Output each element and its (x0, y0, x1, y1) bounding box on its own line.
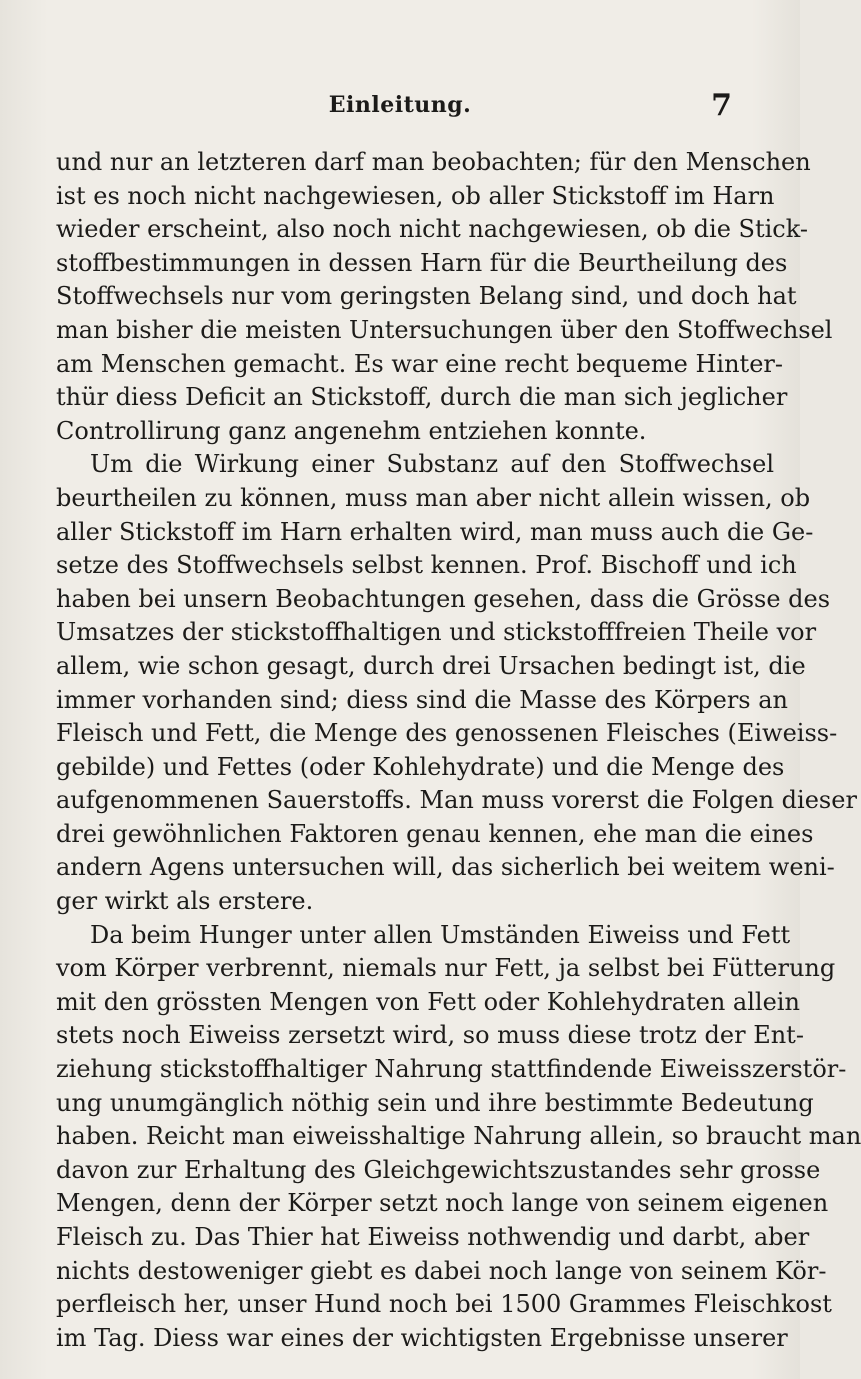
text-line: haben. Reicht man eiweisshaltige Nahrung allein, so braucht man (56, 1122, 861, 1151)
text-line: Umsatzes der stickstoffhaltigen und stickstofffreien Theile vor (56, 618, 817, 647)
text-line: stets noch Eiweiss zersetzt wird, so muss diese trotz der Ent- (56, 1021, 804, 1050)
text-line: wieder erscheint, also noch nicht nachgewiesen, ob die Stick- (56, 215, 808, 244)
text-line: Da beim Hunger unter allen Umständen Eiweiss und Fett (90, 920, 791, 949)
body-text (56, 146, 861, 1355)
text-line: mit den grössten Mengen von Fett oder Kohlehydraten allein (56, 987, 800, 1016)
text-line: aller Stickstoff im Harn erhalten wird, man muss auch die Ge- (56, 517, 814, 546)
text-line: setze des Stoffwechsels selbst kennen. Prof. Bischoff und ich (56, 551, 797, 580)
text-line: im Tag. Diess war eines der wichtigsten Ergebnisse unserer (56, 1323, 788, 1352)
chapter-title: Einleitung. (328, 92, 472, 118)
text-line: drei gewöhnlichen Faktoren genau kennen, ehe man die eines (56, 819, 814, 848)
text-line: Fleisch zu. Das Thier hat Eiweiss nothwendig und darbt, aber (56, 1223, 810, 1251)
text-line: Controllirung ganz angenehm entziehen konnte. (56, 416, 647, 445)
text-line: am Menschen gemacht. Es war eine recht bequeme Hinter- (56, 349, 783, 378)
text-line: ung unumgänglich nöthig sein und ihre bestimmte Bedeutung (56, 1088, 814, 1117)
text-line: allem, wie schon gesagt, durch drei Ursachen bedingt ist, die (56, 651, 806, 680)
page-number: 7 (711, 88, 732, 123)
text-line: ziehung stickstoffhaltiger Nahrung stattfindende Eiweisszerstör- (56, 1055, 847, 1084)
text-line: perfleisch her, unser Hund noch bei 1500 Grammes Fleischkost (56, 1290, 832, 1319)
text-line: Um die Wirkung einer Substanz auf den Stoffwechsel (90, 450, 774, 479)
text-line: Fleisch und Fett, die Menge des genossenen Fleisches (Eiweiss- (56, 719, 838, 748)
text-line: nichts destoweniger giebt es dabei noch lange von seinem Kör- (56, 1256, 827, 1285)
text-line: Mengen, denn der Körper setzt noch lange von seinem eigenen (56, 1189, 829, 1218)
text-line: andern Agens untersuchen will, das sicherlich bei weitem weni- (56, 853, 835, 882)
text-line: davon zur Erhaltung des Gleichgewichtszustandes sehr grosse (56, 1155, 821, 1184)
text-line: haben bei unsern Beobachtungen gesehen, dass die Grösse des (56, 584, 831, 613)
text-line: gebilde) und Fettes (oder Kohlehydrate) und die Menge des (56, 752, 785, 781)
text-line: ist es noch nicht nachgewiesen, ob aller Stickstoff im Harn (56, 181, 775, 210)
running-header (0, 88, 800, 132)
text-line: aufgenommenen Sauerstoffs. Man muss vorerst die Folgen dieser (56, 786, 857, 815)
text-line: thür diess Deficit an Stickstoff, durch die man sich jeglicher (56, 383, 788, 412)
text-line: stoffbestimmungen in dessen Harn für die Beurtheilung des (56, 248, 788, 277)
text-line: und nur an letzteren darf man beobachten; für den Menschen (56, 148, 811, 176)
text-line: beurtheilen zu können, muss man aber nicht allein wissen, ob (56, 483, 811, 512)
text-line: immer vorhanden sind; diess sind die Masse des Körpers an (56, 685, 789, 714)
text-line: ger wirkt als erstere. (56, 887, 314, 916)
text-line: Stoffwechsels nur vom geringsten Belang sind, und doch hat (56, 282, 797, 311)
text-line: vom Körper verbrennt, niemals nur Fett, ja selbst bei Fütterung (56, 954, 836, 983)
text-line: man bisher die meisten Untersuchungen über den Stoffwechsel (56, 315, 833, 344)
